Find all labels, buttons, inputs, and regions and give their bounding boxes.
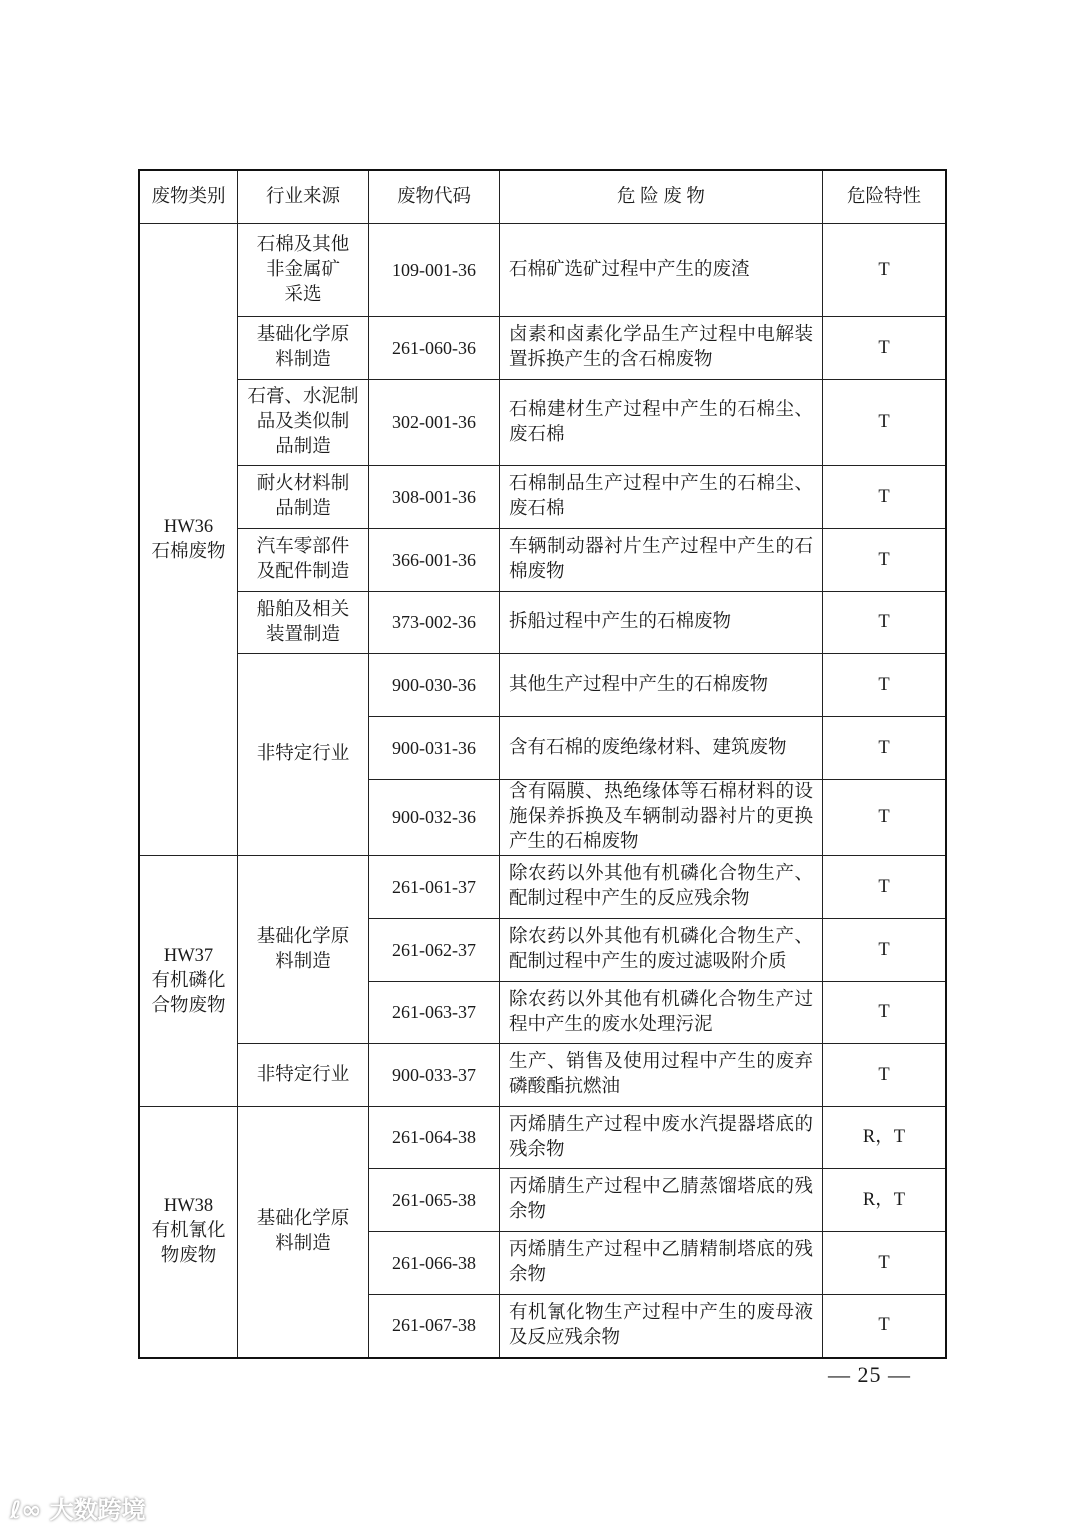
waste-description-cell: 生产、销售及使用过程中产生的废弃磷酸酯抗燃油 xyxy=(500,1044,823,1107)
waste-code-cell: 261-061-37 xyxy=(369,856,500,919)
table-row xyxy=(139,380,946,466)
header-waste: 危 险 废 物 xyxy=(500,170,823,224)
table-row xyxy=(139,654,946,717)
hazard-property-cell: T xyxy=(823,466,947,529)
hazard-property-cell: T xyxy=(823,717,947,780)
industry-source-cell: 石棉及其他 非金属矿 采选 xyxy=(238,224,369,317)
waste-description-cell: 除农药以外其他有机磷化合物生产过程中产生的废水处理污泥 xyxy=(500,982,823,1044)
waste-code-cell: 900-032-36 xyxy=(369,780,500,856)
hazard-property-cell: T xyxy=(823,317,947,380)
page-number: — 25 — xyxy=(828,1362,911,1387)
header-source: 行业来源 xyxy=(238,170,369,224)
hazard-property-cell: T xyxy=(823,224,947,317)
waste-code-cell: 308-001-36 xyxy=(369,466,500,529)
waste-code-cell: 261-067-38 xyxy=(369,1295,500,1358)
waste-code-cell: 261-063-37 xyxy=(369,982,500,1044)
waste-description-cell: 含有隔膜、热绝缘体等石棉材料的设施保养拆换及车辆制动器衬片的更换产生的石棉废物 xyxy=(500,780,823,856)
waste-description-cell: 丙烯腈生产过程中乙腈精制塔底的残余物 xyxy=(500,1232,823,1295)
waste-description-cell: 有机氰化物生产过程中产生的废母液及反应残余物 xyxy=(500,1295,823,1358)
table-row xyxy=(139,856,946,919)
waste-description-cell: 丙烯腈生产过程中乙腈蒸馏塔底的残余物 xyxy=(500,1169,823,1232)
waste-description-cell: 除农药以外其他有机磷化合物生产、配制过程中产生的废过滤吸附介质 xyxy=(500,919,823,982)
hazard-property-cell: T xyxy=(823,380,947,466)
table-row xyxy=(139,529,946,592)
table-body xyxy=(139,224,946,1358)
waste-code-cell: 900-031-36 xyxy=(369,717,500,780)
header-hazard: 危险特性 xyxy=(823,170,947,224)
hazard-property-cell: R，T xyxy=(823,1169,947,1232)
table-row xyxy=(139,592,946,654)
waste-category-cell: HW38 有机氰化 物废物 xyxy=(139,1107,238,1358)
waste-description-cell: 含有石棉的废绝缘材料、建筑废物 xyxy=(500,717,823,780)
waste-description-cell: 其他生产过程中产生的石棉废物 xyxy=(500,654,823,717)
waste-description-cell: 丙烯腈生产过程中废水汽提器塔底的残余物 xyxy=(500,1107,823,1169)
hazard-property-cell: T xyxy=(823,919,947,982)
hazard-property-cell: T xyxy=(823,780,947,856)
waste-code-cell: 373-002-36 xyxy=(369,592,500,654)
waste-code-cell: 261-064-38 xyxy=(369,1107,500,1169)
header-code: 废物代码 xyxy=(369,170,500,224)
table-row xyxy=(139,317,946,380)
table-row xyxy=(139,466,946,529)
waste-description-cell: 石棉制品生产过程中产生的石棉尘、废石棉 xyxy=(500,466,823,529)
industry-source-cell: 基础化学原 料制造 xyxy=(238,856,369,1044)
waste-code-cell: 900-030-36 xyxy=(369,654,500,717)
hazard-property-cell: T xyxy=(823,982,947,1044)
waste-description-cell: 石棉建材生产过程中产生的石棉尘、废石棉 xyxy=(500,380,823,466)
table-header-row xyxy=(139,170,946,224)
hazard-property-cell: T xyxy=(823,1044,947,1107)
hazard-property-cell: T xyxy=(823,592,947,654)
industry-source-cell: 基础化学原 料制造 xyxy=(238,1107,369,1358)
waste-code-cell: 109-001-36 xyxy=(369,224,500,317)
waste-code-cell: 261-065-38 xyxy=(369,1169,500,1232)
hazard-property-cell: T xyxy=(823,1295,947,1358)
hazard-property-cell: T xyxy=(823,1232,947,1295)
waste-description-cell: 拆船过程中产生的石棉废物 xyxy=(500,592,823,654)
waste-description-cell: 除农药以外其他有机磷化合物生产、配制过程中产生的反应残余物 xyxy=(500,856,823,919)
table-row xyxy=(139,1107,946,1169)
waste-code-cell: 302-001-36 xyxy=(369,380,500,466)
waste-code-cell: 900-033-37 xyxy=(369,1044,500,1107)
hazard-property-cell: T xyxy=(823,654,947,717)
waste-description-cell: 车辆制动器衬片生产过程中产生的石棉废物 xyxy=(500,529,823,592)
table-row xyxy=(139,224,946,317)
waste-category-cell: HW36 石棉废物 xyxy=(139,224,238,856)
hazardous-waste-table xyxy=(138,169,947,1359)
waste-code-cell: 261-062-37 xyxy=(369,919,500,982)
waste-description-cell: 石棉矿选矿过程中产生的废渣 xyxy=(500,224,823,317)
waste-code-cell: 366-001-36 xyxy=(369,529,500,592)
industry-source-cell: 非特定行业 xyxy=(238,654,369,856)
industry-source-cell: 船舶及相关 装置制造 xyxy=(238,592,369,654)
waste-category-cell: HW37 有机磷化 合物废物 xyxy=(139,856,238,1107)
hazard-property-cell: T xyxy=(823,856,947,919)
hazard-property-cell: T xyxy=(823,529,947,592)
table-row xyxy=(139,1044,946,1107)
industry-source-cell: 汽车零部件 及配件制造 xyxy=(238,529,369,592)
waste-description-cell: 卤素和卤素化学品生产过程中电解装置拆换产生的含石棉废物 xyxy=(500,317,823,380)
header-category: 废物类别 xyxy=(139,170,238,224)
industry-source-cell: 基础化学原 料制造 xyxy=(238,317,369,380)
industry-source-cell: 非特定行业 xyxy=(238,1044,369,1107)
watermark-logo: ℓ∞ 大数跨境 xyxy=(10,1496,146,1524)
waste-code-cell: 261-060-36 xyxy=(369,317,500,380)
industry-source-cell: 耐火材料制 品制造 xyxy=(238,466,369,529)
industry-source-cell: 石膏、水泥制 品及类似制 品制造 xyxy=(238,380,369,466)
waste-code-cell: 261-066-38 xyxy=(369,1232,500,1295)
hazard-property-cell: R，T xyxy=(823,1107,947,1169)
